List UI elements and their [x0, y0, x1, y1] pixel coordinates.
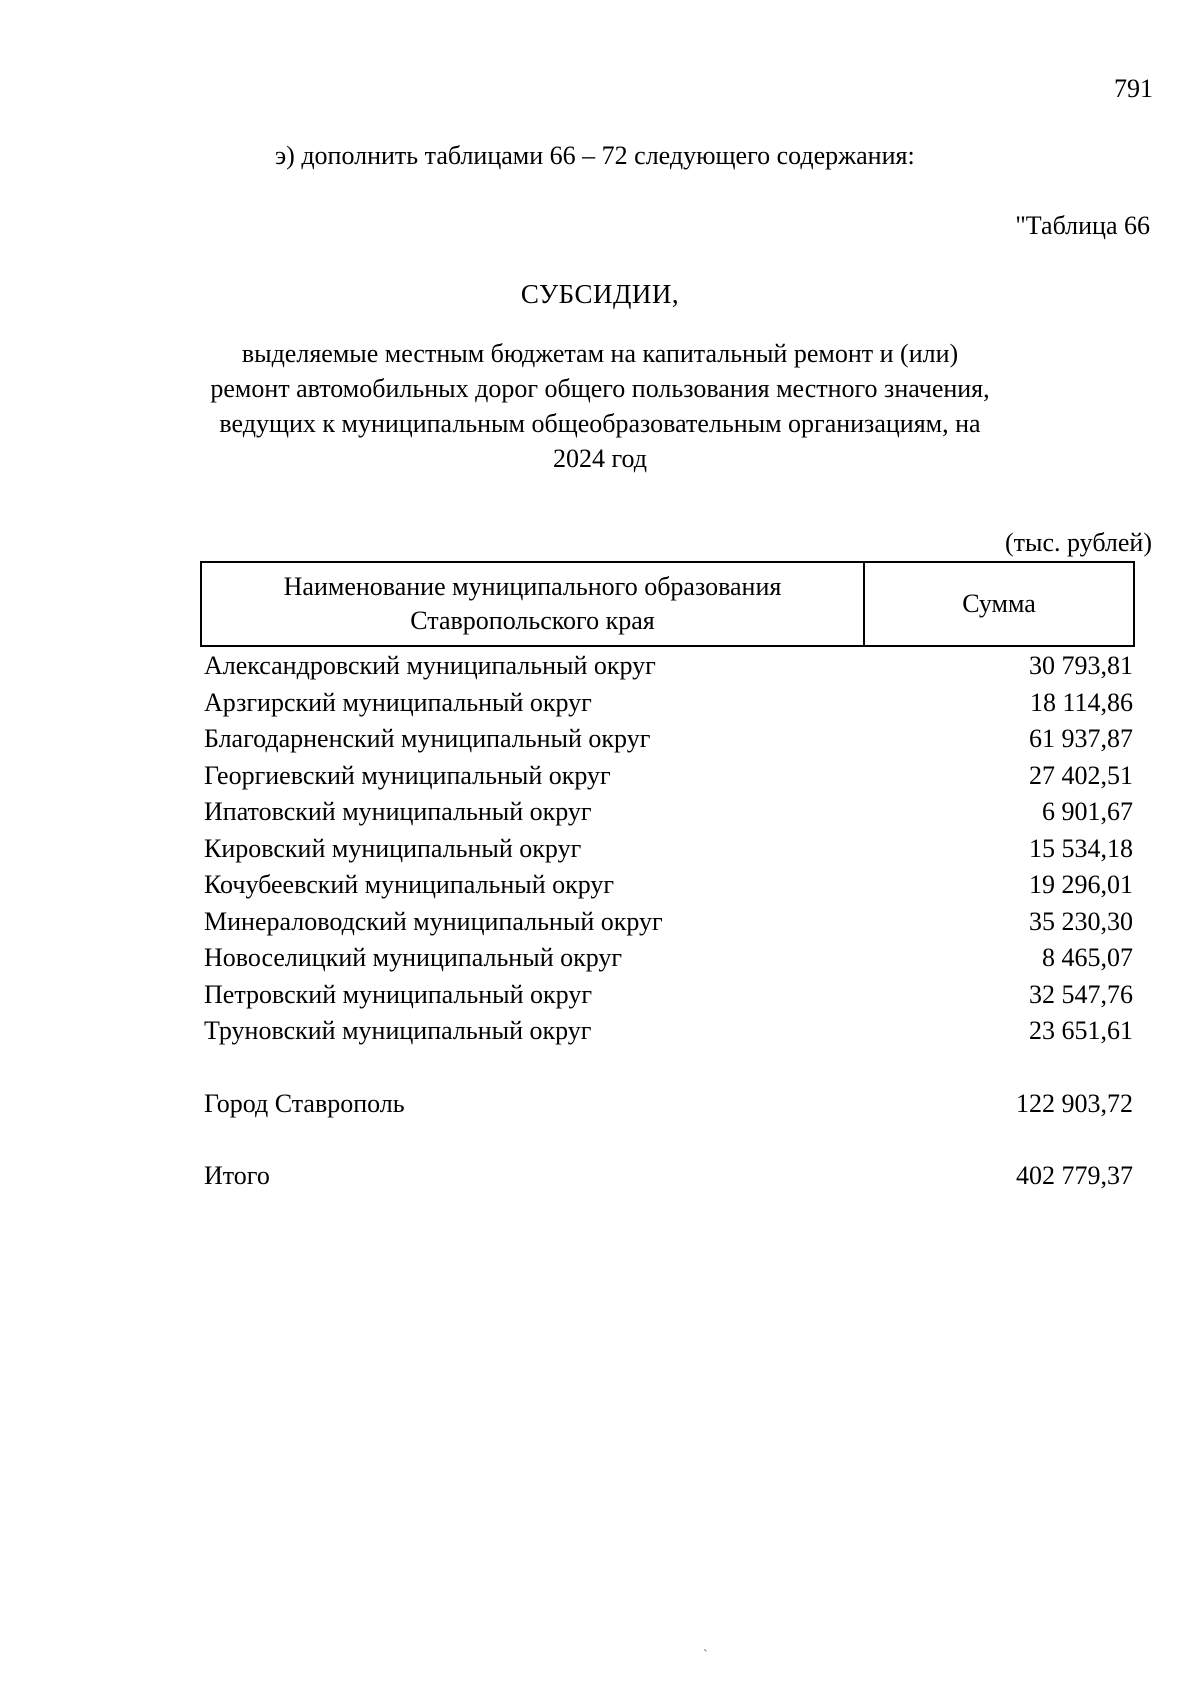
- table-row: [204, 867, 1135, 904]
- table-row: [204, 794, 1135, 831]
- document-title: СУБСИДИИ,: [520, 279, 680, 309]
- row-name: Кировский муниципальный округ: [204, 833, 582, 863]
- row-value: 6 901,67: [1042, 797, 1133, 827]
- row-name: Георгиевский муниципальный округ: [204, 760, 611, 790]
- table-row: [204, 1013, 1135, 1050]
- city-name: Город Ставрополь: [204, 1088, 405, 1118]
- row-value: 15 534,18: [1029, 833, 1133, 863]
- table-header: [200, 561, 1135, 647]
- row-value: 61 937,87: [1029, 724, 1133, 754]
- row-name: Новоселицкий муниципальный округ: [204, 943, 623, 973]
- row-value: 32 547,76: [1029, 979, 1133, 1009]
- table-label: "Таблица 66: [1015, 211, 1150, 240]
- city-value: 122 903,72: [1016, 1088, 1133, 1118]
- page-number: 791: [1114, 74, 1153, 103]
- row-value: 35 230,30: [1029, 906, 1133, 936]
- row-value: 8 465,07: [1042, 943, 1133, 973]
- total-value: 402 779,37: [1016, 1161, 1133, 1191]
- city-row: [204, 1086, 1135, 1123]
- table-row: [204, 940, 1135, 977]
- footer-mark: `: [703, 1648, 708, 1663]
- row-value: 18 114,86: [1029, 687, 1133, 717]
- row-value: 23 651,61: [1029, 1016, 1133, 1046]
- table-row: [204, 685, 1135, 722]
- row-name: Ипатовский муниципальный округ: [204, 797, 592, 827]
- table-row: [204, 977, 1135, 1014]
- row-name: Петровский муниципальный округ: [204, 979, 592, 1009]
- table-row: [204, 831, 1135, 868]
- row-name: Благодарненский муниципальный округ: [204, 724, 651, 754]
- total-row: [204, 1158, 1135, 1195]
- document-subtitle: выделяемые местным бюджетам на капитальный ремонт и (или) ремонт автомобильных дорог общего пользования местного значения, ведущих к муниципальным общеобразовательным организациям, на 2024 год: [210, 339, 990, 473]
- row-name: Труновский муниципальный округ: [204, 1016, 592, 1046]
- units-label: (тыс. рублей): [1004, 528, 1152, 557]
- row-name: Александровский муниципальный округ: [204, 651, 656, 681]
- intro-line: э) дополнить таблицами 66 – 72 следующего содержания:: [275, 141, 915, 170]
- table-body: [204, 648, 1135, 1195]
- row-name: Арзгирский муниципальный округ: [204, 687, 592, 717]
- row-value: 27 402,51: [1029, 760, 1133, 790]
- row-value: 30 793,81: [1029, 651, 1133, 681]
- row-name: Минераловодский муниципальный округ: [204, 906, 663, 936]
- row-name: Кочубеевский муниципальный округ: [204, 870, 615, 900]
- header-name-cell: Наименование муниципального образования Ставропольского края: [202, 563, 865, 645]
- table-row: [204, 904, 1135, 941]
- table-row: [204, 758, 1135, 795]
- row-value: 19 296,01: [1029, 870, 1133, 900]
- header-sum-cell: Сумма: [962, 589, 1036, 618]
- total-label: Итого: [204, 1161, 270, 1191]
- table-row: [204, 648, 1135, 685]
- table-row: [204, 721, 1135, 758]
